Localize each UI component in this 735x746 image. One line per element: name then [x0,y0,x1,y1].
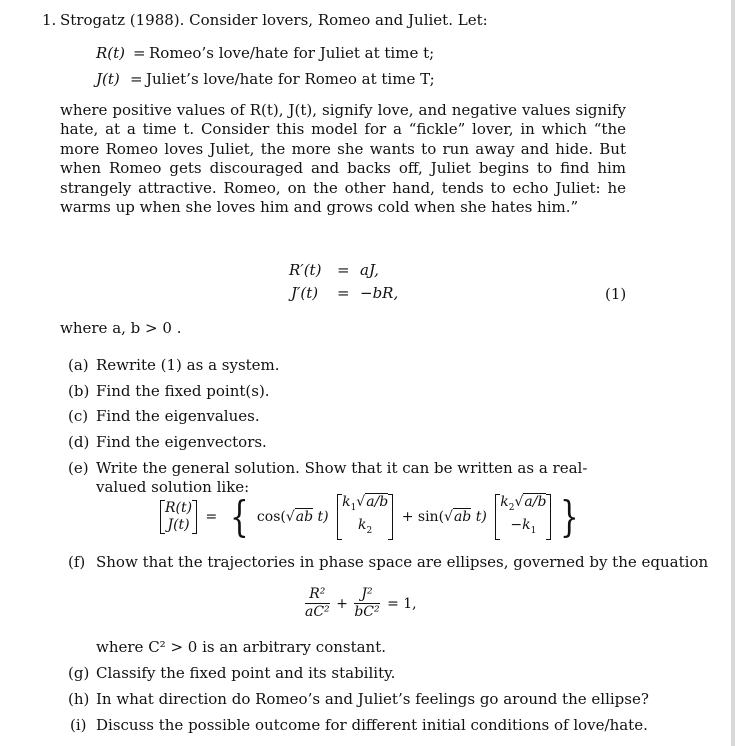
page-edge [731,0,735,746]
part-f-note: where C² > 0 is an arbitrary constant. [96,638,387,656]
def-j-eq: = [130,70,143,88]
eq1-line1-eq: = [337,261,350,279]
part-a-text: Rewrite (1) as a system. [96,356,280,374]
part-e-text: Write the general solution. Show that it can be written as a real-valued solution like: [96,459,588,496]
part-i-label: (i) [70,716,87,734]
part-e-label: (e) [68,459,89,477]
part-i-text: Discuss the possible outcome for different initial conditions of love/hate. [96,716,648,734]
equation-number: (1) [605,285,627,303]
part-b-text: Find the fixed point(s). [96,382,270,400]
state-vector: R(t) J(t) [160,500,197,534]
part-g-text: Classify the fixed point and its stability. [96,664,396,682]
part-f-text: Show that the trajectories in phase space are ellipses, governed by the equation [96,553,709,571]
part-h-label: (h) [68,690,90,708]
def-r-rhs: Romeo’s love/hate for Juliet at time t; [149,44,435,62]
problem-header: Strogatz (1988). Consider lovers, Romeo and Juliet. Let: [60,11,488,29]
part-d-text: Find the eigenvectors. [96,433,267,451]
part-b-label: (b) [68,382,90,400]
cos-term: cos(√ab t) [256,508,329,525]
part-g-label: (g) [68,664,90,682]
part-a-label: (a) [68,356,89,374]
condition-text: where a, b > 0 . [60,319,182,337]
part-c-label: (c) [68,407,89,425]
eigvec-1: $k_1√a/b$ $k_2$ [337,494,393,540]
fraction-j: $\frac{\text{J²}}{\text{bC²}}$ [354,586,380,620]
eq1-line1-rhs: aJ, [360,261,379,279]
solution-equation: R(t) J(t) = { cos(√ab t) $k_1√a/b$ $k_2$ + sin(√ab t) $k_2√a/b$ $-k_1$ } [160,494,583,540]
def-r-eq: = [133,44,146,62]
open-brace: { [229,491,249,541]
part-h-text: In what direction do Romeo’s and Juliet’s feelings go around the ellipse? [96,690,649,708]
close-brace: } [559,491,579,541]
part-c-text: Find the eigenvalues. [96,407,260,425]
def-r-lhs: R(t) [96,44,126,62]
eq1-line2-lhs: J′(t) [291,284,319,302]
sin-term: + sin(√ab t) [401,508,487,525]
intro-paragraph: where positive values of R(t), J(t), signify love, and negative values signify hate, at a time t. Consider this model for a “fickle” lover, in which “the more Romeo loves Juliet, the more she wants to run away and hide. But when Romeo gets discouraged and backs off, Juliet begins to find him strangely attractive. Romeo, on the other hand, tends to echo Juliet: he warms up when she loves him and grows cold when she hates him.” [60,101,626,217]
eq1-line2-eq: = [337,284,350,302]
eq1-line1-lhs: R′(t) [289,261,322,279]
fraction-r: $\frac{\text{R²}}{\text{aC²}}$ [305,586,330,620]
def-j-lhs: J(t) [96,70,120,88]
part-d-label: (d) [68,433,90,451]
eigvec-2: $k_2√a/b$ $-k_1$ [495,494,551,540]
ellipse-equation: $\frac{\text{R²}}{\text{aC²}}$ + $\frac{\text{J²}}{\text{bC²}}$ = 1, [305,586,417,620]
def-j-rhs: Juliet’s love/hate for Romeo at time T; [146,70,435,88]
problem-number: 1. [42,11,57,29]
part-f-label: (f) [68,553,86,571]
eq1-line2-rhs: −bR, [360,284,399,302]
